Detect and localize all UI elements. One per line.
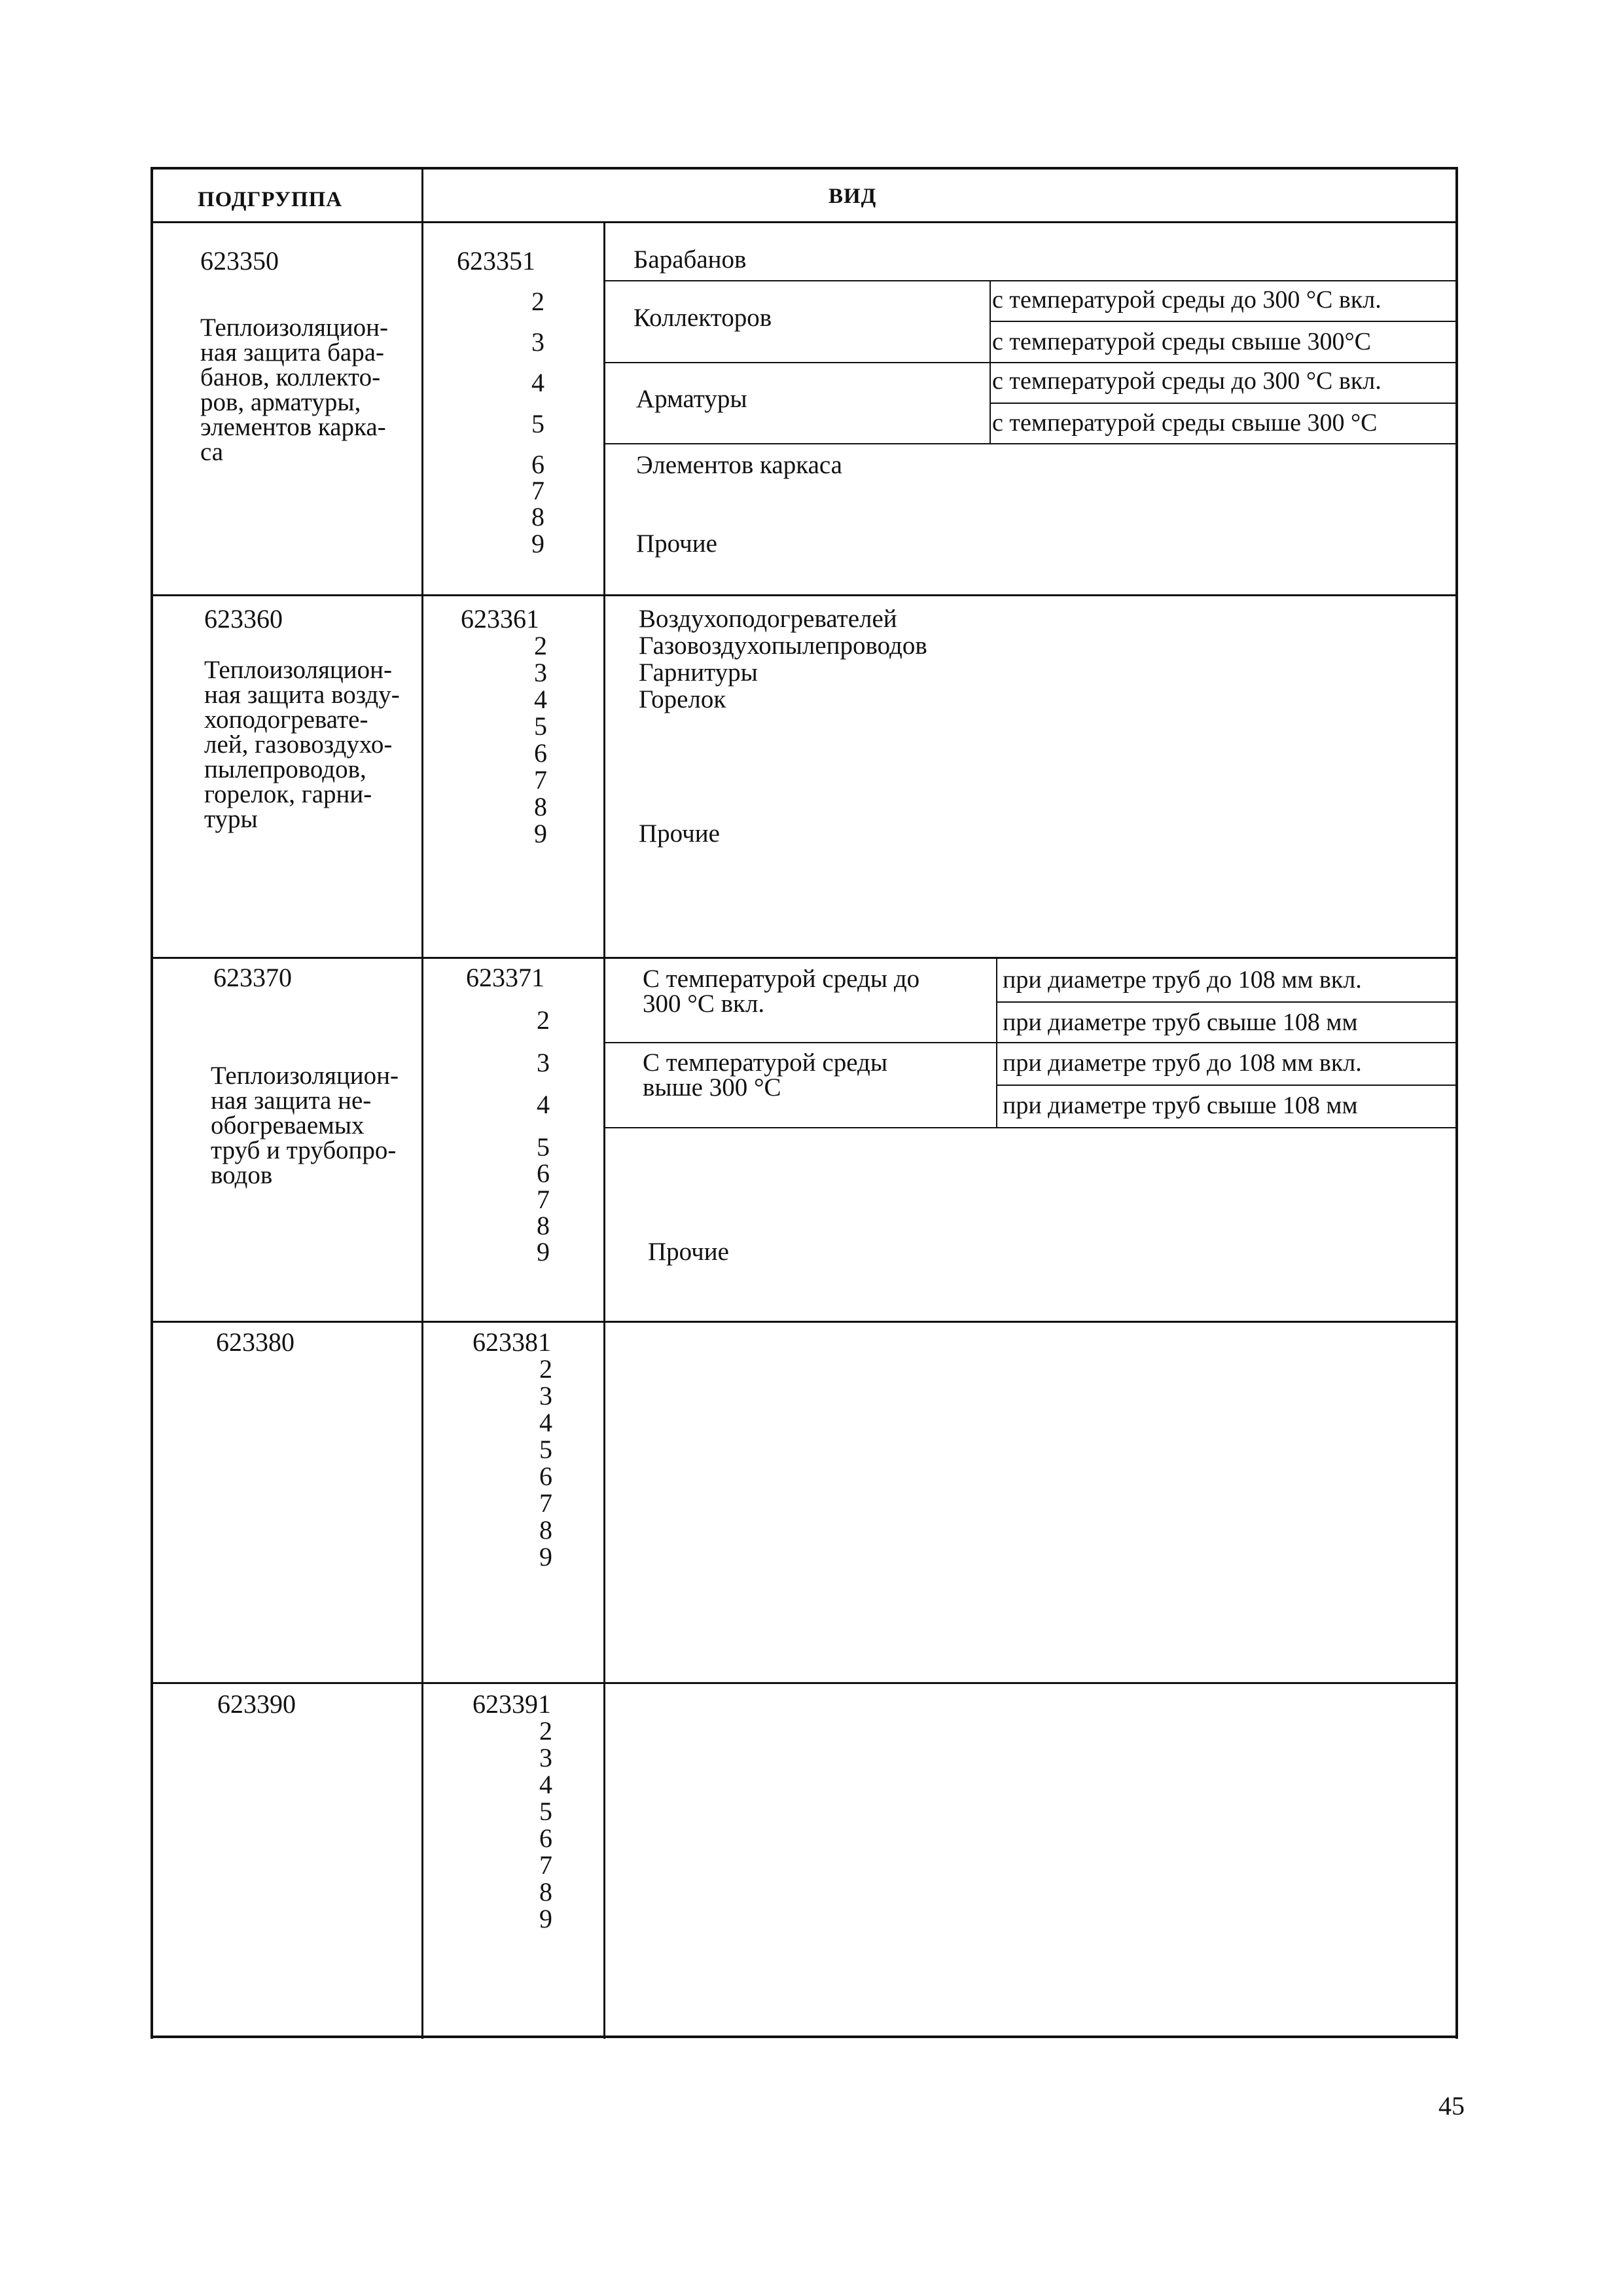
type-label-other: Прочие — [648, 1238, 729, 1266]
type-label: Газовоздухопылепроводов — [639, 632, 927, 660]
type-label: Горелок — [639, 685, 726, 713]
type-digit: 8 — [531, 502, 544, 531]
type-label-other: Прочие — [636, 529, 717, 558]
type-digit: 6 — [539, 1462, 552, 1491]
inner-line — [996, 1085, 1458, 1086]
type-digit: 2 — [539, 1354, 552, 1384]
type-digit: 6 — [539, 1823, 552, 1853]
type-digit: 8 — [539, 1515, 552, 1545]
type-label: Гарнитуры — [639, 658, 758, 687]
section-divider — [151, 594, 1458, 596]
inner-line — [603, 280, 1458, 281]
column-header-type: ВИД — [829, 185, 877, 208]
type-digit: 5 — [539, 1797, 552, 1826]
type-condition: с температурой среды свыше 300°С — [992, 328, 1372, 355]
section-divider — [151, 1682, 1458, 1684]
type-condition: при диаметре труб до 108 мм вкл. — [1003, 1049, 1362, 1077]
subgroup-code: 623350 — [200, 246, 279, 276]
type-condition: с температурой среды свыше 300 °С — [992, 409, 1378, 437]
type-digit: 7 — [539, 1488, 552, 1518]
type-digit: 9 — [539, 1542, 552, 1571]
type-code: 623361 — [461, 604, 539, 634]
type-digit: 2 — [537, 1005, 550, 1035]
page-number: 45 — [1438, 2091, 1465, 2121]
type-code: 623381 — [473, 1327, 551, 1357]
type-digit: 2 — [531, 287, 544, 316]
type-digit: 4 — [531, 368, 544, 397]
type-digit: 9 — [539, 1904, 552, 1933]
type-digit: 7 — [534, 765, 547, 795]
type-code: 623371 — [466, 963, 544, 992]
type-label: Коллекторов — [633, 304, 772, 332]
type-label: Элементов каркаса — [636, 451, 842, 479]
header-bottom-line — [151, 221, 1458, 223]
table-left-border — [151, 167, 153, 2039]
type-digit: 4 — [537, 1090, 550, 1119]
subgroup-code: 623370 — [213, 963, 292, 992]
type-label-other: Прочие — [639, 819, 720, 848]
subgroup-code: 623380 — [216, 1327, 294, 1357]
type-digit: 7 — [531, 476, 544, 505]
type-digit: 8 — [534, 792, 547, 821]
table-right-border — [1455, 167, 1458, 2039]
type-digit: 2 — [534, 631, 547, 660]
type-digit: 8 — [537, 1211, 550, 1240]
inner-line — [996, 1001, 1458, 1003]
inner-line — [603, 362, 1458, 363]
type-digit: 3 — [531, 327, 544, 357]
inner-line — [996, 959, 997, 1128]
type-digit: 7 — [539, 1850, 552, 1880]
type-code: 623351 — [457, 246, 535, 276]
type-digit: 9 — [537, 1237, 550, 1266]
type-digit: 5 — [537, 1132, 550, 1162]
inner-line — [990, 403, 1458, 404]
section-divider — [151, 957, 1458, 959]
subgroup-code: 623390 — [217, 1689, 296, 1719]
type-label: С температурой среды до 300 °С вкл. — [643, 965, 920, 1018]
type-digit: 3 — [537, 1048, 550, 1077]
inner-line — [990, 321, 1458, 322]
type-condition: при диаметре труб свыше 108 мм — [1003, 1009, 1358, 1036]
type-digit: 4 — [539, 1408, 552, 1437]
type-digit: 5 — [534, 711, 547, 741]
type-condition: при диаметре труб свыше 108 мм — [1003, 1092, 1358, 1119]
inner-line — [603, 1042, 1458, 1043]
type-digit: 9 — [534, 819, 547, 848]
subgroup-description: Теплоизоляцион- ная защита бара- банов, коллекто- ров, арматуры, элементов карка- са — [200, 314, 389, 466]
group-column-divider — [421, 167, 423, 2039]
type-digit: 8 — [539, 1877, 552, 1907]
table-top-border — [151, 167, 1458, 170]
inner-line — [603, 443, 1458, 444]
type-digit: 5 — [539, 1435, 552, 1464]
subgroup-description: Теплоизоляцион- ная защита не- обогреваемых труб и трубопро- водов — [211, 1062, 399, 1189]
type-digit: 6 — [534, 738, 547, 768]
type-label: Арматуры — [636, 385, 747, 413]
type-label: Воздухоподогревателей — [639, 605, 897, 633]
type-condition: с температурой среды до 300 °С вкл. — [992, 367, 1382, 395]
type-digit: 6 — [537, 1158, 550, 1188]
type-digit: 5 — [531, 409, 544, 439]
type-condition: при диаметре труб до 108 мм вкл. — [1003, 966, 1362, 994]
type-code: 623391 — [473, 1689, 551, 1719]
table-bottom-border — [151, 2036, 1458, 2038]
type-digit: 3 — [539, 1743, 552, 1772]
type-condition: с температурой среды до 300 °С вкл. — [992, 286, 1382, 314]
type-digit: 6 — [531, 450, 544, 479]
type-digit: 2 — [539, 1716, 552, 1746]
type-digit: 9 — [531, 529, 544, 558]
code-column-divider — [603, 221, 605, 2039]
type-digit: 3 — [534, 658, 547, 687]
type-digit: 3 — [539, 1381, 552, 1410]
subgroup-description: Теплоизоляцион- ная защита возду- хоподогревате- лей, газовоздухо- пылепроводов, горелок, гарни- туры — [204, 656, 400, 833]
column-header-subgroup: ПОДГРУППА — [198, 188, 343, 211]
type-digit: 7 — [537, 1185, 550, 1214]
inner-line — [603, 1127, 1458, 1128]
subgroup-code: 623360 — [204, 604, 283, 634]
type-label: С температурой среды выше 300 °С — [643, 1049, 888, 1102]
type-digit: 4 — [534, 685, 547, 714]
type-digit: 4 — [539, 1770, 552, 1799]
type-label: Барабанов — [633, 245, 747, 274]
section-divider — [151, 1321, 1458, 1323]
